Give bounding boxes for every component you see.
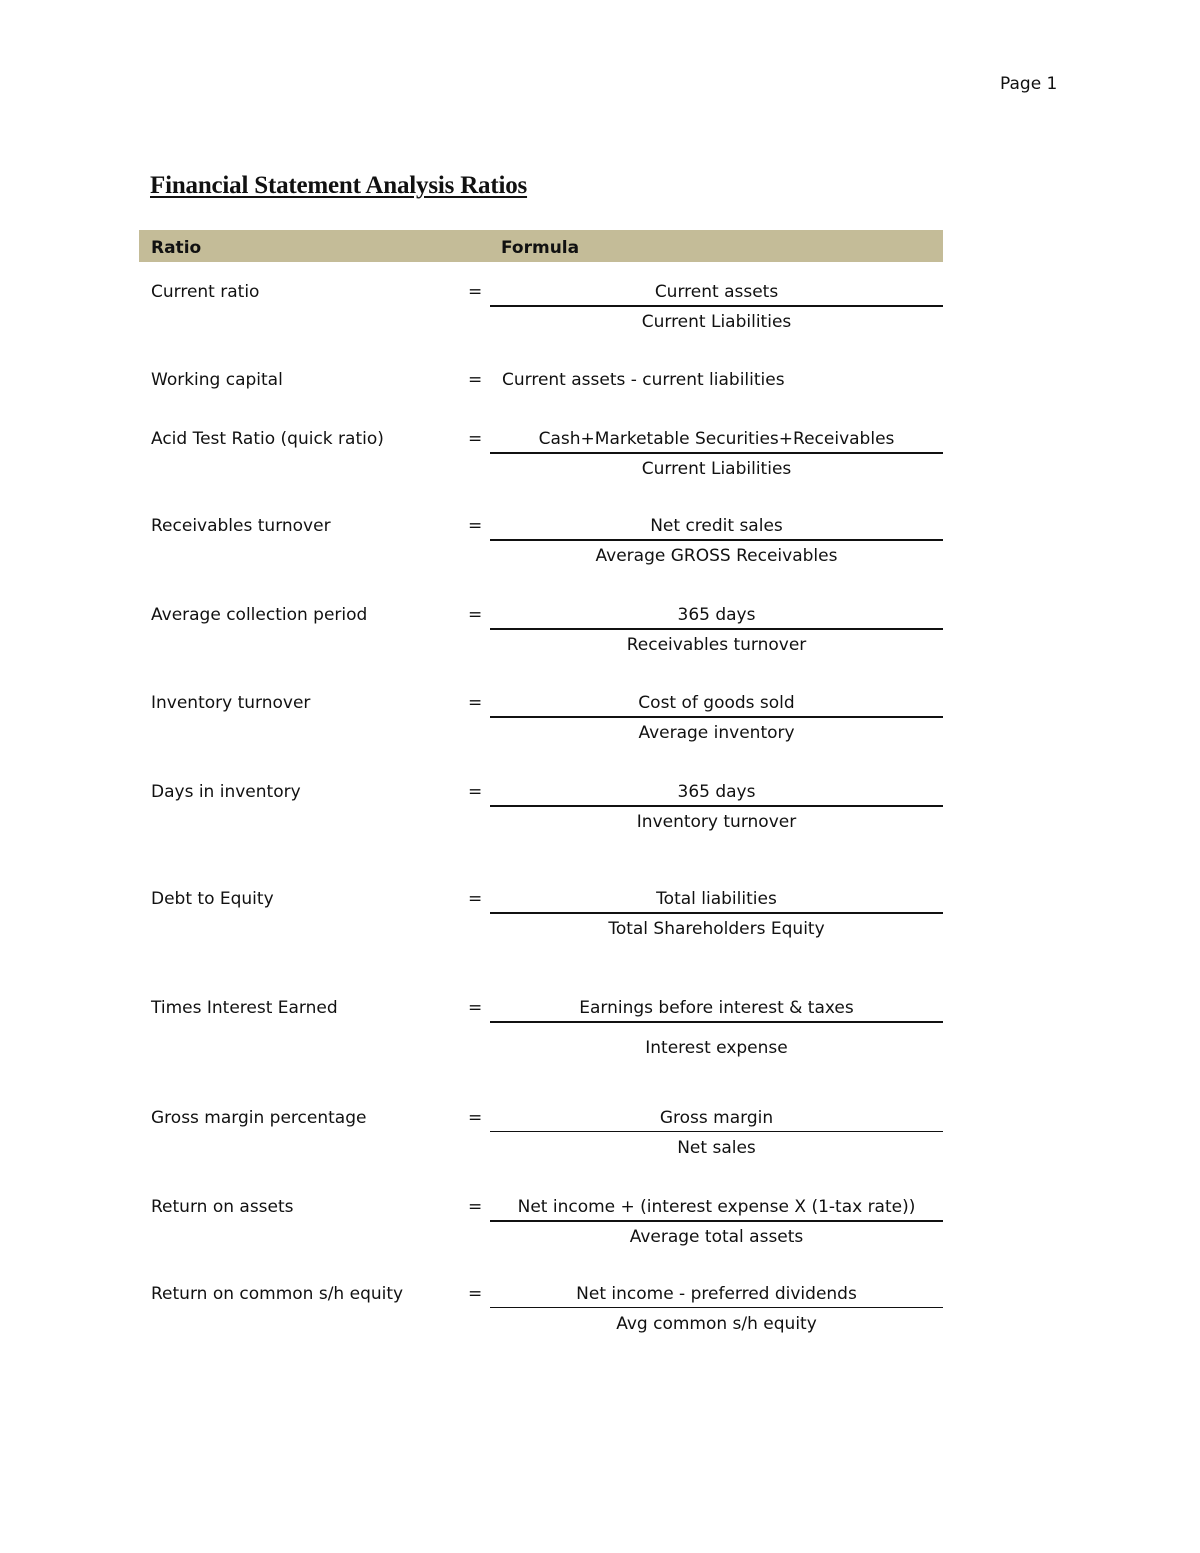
formula-numerator: Cost of goods sold	[490, 693, 943, 718]
page-number: Page 1	[1000, 74, 1058, 94]
ratio-row-times-interest-earned	[0, 998, 1200, 1068]
formula-denominator: Interest expense	[645, 1038, 788, 1058]
formula-text: Current assets - current liabilities	[502, 370, 785, 390]
equals-sign: =	[468, 782, 483, 802]
formula-denominator: Current Liabilities	[641, 312, 792, 332]
formula-denominator: Net sales	[677, 1138, 756, 1158]
equals-sign: =	[468, 693, 483, 713]
ratio-row-inventory-turnover	[0, 693, 1200, 763]
ratio-row-return-on-assets	[0, 1197, 1200, 1267]
formula-denominator: Inventory turnover	[636, 812, 797, 832]
formula-numerator: Net income - preferred dividends	[490, 1284, 943, 1308]
formula-numerator: Gross margin	[490, 1108, 943, 1132]
ratio-row-receivables-turnover	[0, 516, 1200, 586]
formula-denominator: Receivables turnover	[626, 635, 807, 655]
equals-sign: =	[468, 1284, 483, 1304]
equals-sign: =	[468, 516, 483, 536]
ratio-row-days-in-inventory	[0, 782, 1200, 852]
ratio-row-debt-to-equity	[0, 889, 1200, 959]
formula-denominator: Current Liabilities	[641, 459, 792, 479]
ratio-row-gross-margin-percentage	[0, 1108, 1200, 1178]
equals-sign: =	[468, 370, 483, 390]
formula-numerator: Net credit sales	[490, 516, 943, 541]
formula-denominator: Total Shareholders Equity	[608, 919, 825, 939]
ratio-name: Return on common s/h equity	[151, 1284, 404, 1304]
ratio-name: Working capital	[151, 370, 283, 390]
equals-sign: =	[468, 605, 483, 625]
ratio-name: Average collection period	[151, 605, 368, 625]
ratio-name: Return on assets	[151, 1197, 294, 1217]
formula-numerator: Total liabilities	[490, 889, 943, 914]
equals-sign: =	[468, 1108, 483, 1128]
ratio-row-return-on-common-equity	[0, 1284, 1200, 1354]
ratio-row-current-ratio	[0, 282, 1200, 352]
formula-denominator: Average inventory	[638, 723, 795, 743]
ratio-name: Current ratio	[151, 282, 260, 302]
equals-sign: =	[468, 282, 483, 302]
formula-denominator: Average GROSS Receivables	[595, 546, 838, 566]
equals-sign: =	[468, 998, 483, 1018]
formula-numerator: Cash+Marketable Securities+Receivables	[490, 429, 943, 454]
ratio-name: Days in inventory	[151, 782, 301, 802]
formula-numerator: Net income + (interest expense X (1-tax rate))	[490, 1197, 943, 1222]
formula-denominator: Average total assets	[629, 1227, 804, 1247]
ratio-name: Acid Test Ratio (quick ratio)	[151, 429, 384, 449]
equals-sign: =	[468, 1197, 483, 1217]
formula-numerator: 365 days	[490, 782, 943, 807]
ratio-name: Debt to Equity	[151, 889, 274, 909]
equals-sign: =	[468, 429, 483, 449]
ratio-row-average-collection-period	[0, 605, 1200, 675]
formula-numerator: Current assets	[490, 282, 943, 307]
equals-sign: =	[468, 889, 483, 909]
ratio-row-acid-test	[0, 429, 1200, 499]
ratio-name: Inventory turnover	[151, 693, 311, 713]
page-title: Financial Statement Analysis Ratios	[150, 172, 528, 199]
formula-numerator: Earnings before interest & taxes	[490, 998, 943, 1023]
ratio-name: Gross margin percentage	[151, 1108, 367, 1128]
formula-denominator: Avg common s/h equity	[616, 1314, 817, 1334]
ratio-name: Times Interest Earned	[151, 998, 338, 1018]
header-formula: Formula	[501, 238, 580, 258]
ratio-name: Receivables turnover	[151, 516, 331, 536]
formula-numerator: 365 days	[490, 605, 943, 630]
table-header	[139, 230, 943, 262]
header-ratio: Ratio	[151, 238, 202, 258]
